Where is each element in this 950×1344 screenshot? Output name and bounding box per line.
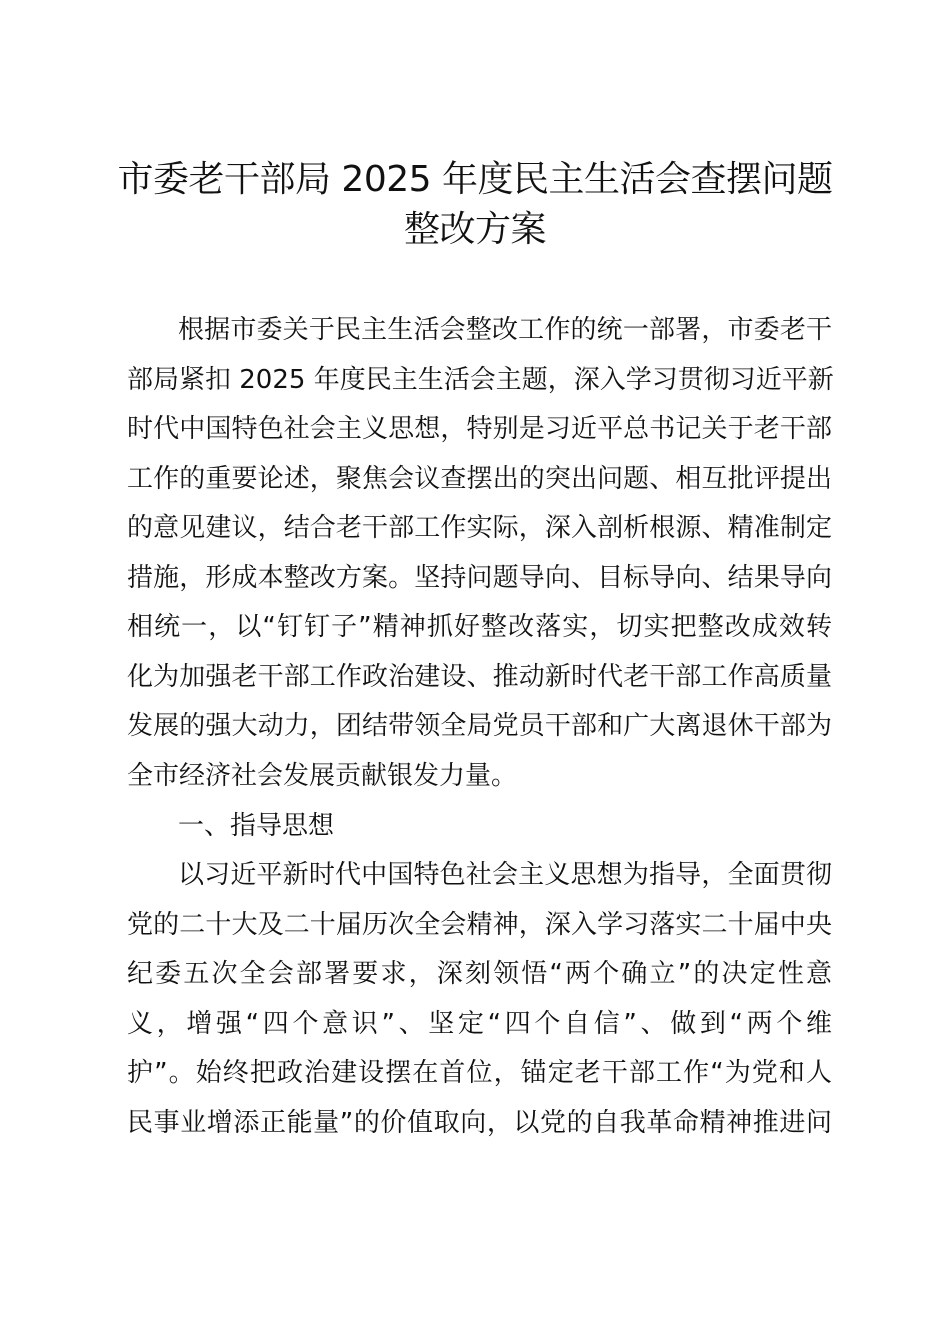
- document-title-line-2: 整改方案: [403, 209, 546, 250]
- paragraph-line: 党的二十大及二十届历次全会精神，深入学习落实二十届中央: [127, 910, 832, 940]
- paragraph-line: 措施，形成本整改方案。坚持问题导向、目标导向、结果导向: [127, 563, 832, 593]
- paragraph-line: 时代中国特色社会主义思想，特别是习近平总书记关于老干部: [127, 414, 832, 444]
- paragraph-line: 部局紧扣 2025 年度民主生活会主题，深入学习贯彻习近平新: [127, 365, 834, 395]
- paragraph-line: 护”。始终把政治建设摆在首位，锚定老干部工作“为党和人: [127, 1058, 832, 1088]
- section-heading-guiding-ideology: 一、指导思想: [178, 811, 335, 841]
- paragraph-line: 义，增强“四个意识”、坚定“四个自信”、做到“两个维: [127, 1009, 832, 1039]
- paragraph-line: 工作的重要论述，聚焦会议查摆出的突出问题、相互批评提出: [127, 464, 832, 494]
- paragraph-line: 纪委五次全会部署要求，深刻领悟“两个确立”的决定性意: [127, 959, 832, 989]
- paragraph-line: 发展的强大动力，团结带领全局党员干部和广大离退休干部为: [127, 711, 832, 741]
- paragraph-line: 全市经济社会发展贡献银发力量。: [127, 761, 518, 791]
- paragraph-line: 民事业增添正能量”的价值取向，以党的自我革命精神推进问: [127, 1108, 832, 1138]
- paragraph-line: 以习近平新时代中国特色社会主义思想为指导，全面贯彻: [178, 860, 832, 890]
- paragraph-line: 根据市委关于民主生活会整改工作的统一部署，市委老干: [178, 315, 832, 345]
- document-title-line-1: 市委老干部局 2025 年度民主生活会查摆问题: [117, 159, 833, 200]
- paragraph-line: 的意见建议，结合老干部工作实际，深入剖析根源、精准制定: [127, 513, 832, 543]
- paragraph-line: 化为加强老干部工作政治建设、推动新时代老干部工作高质量: [127, 662, 832, 692]
- paragraph-line: 相统一，以“钉钉子”精神抓好整改落实，切实把整改成效转: [127, 612, 832, 642]
